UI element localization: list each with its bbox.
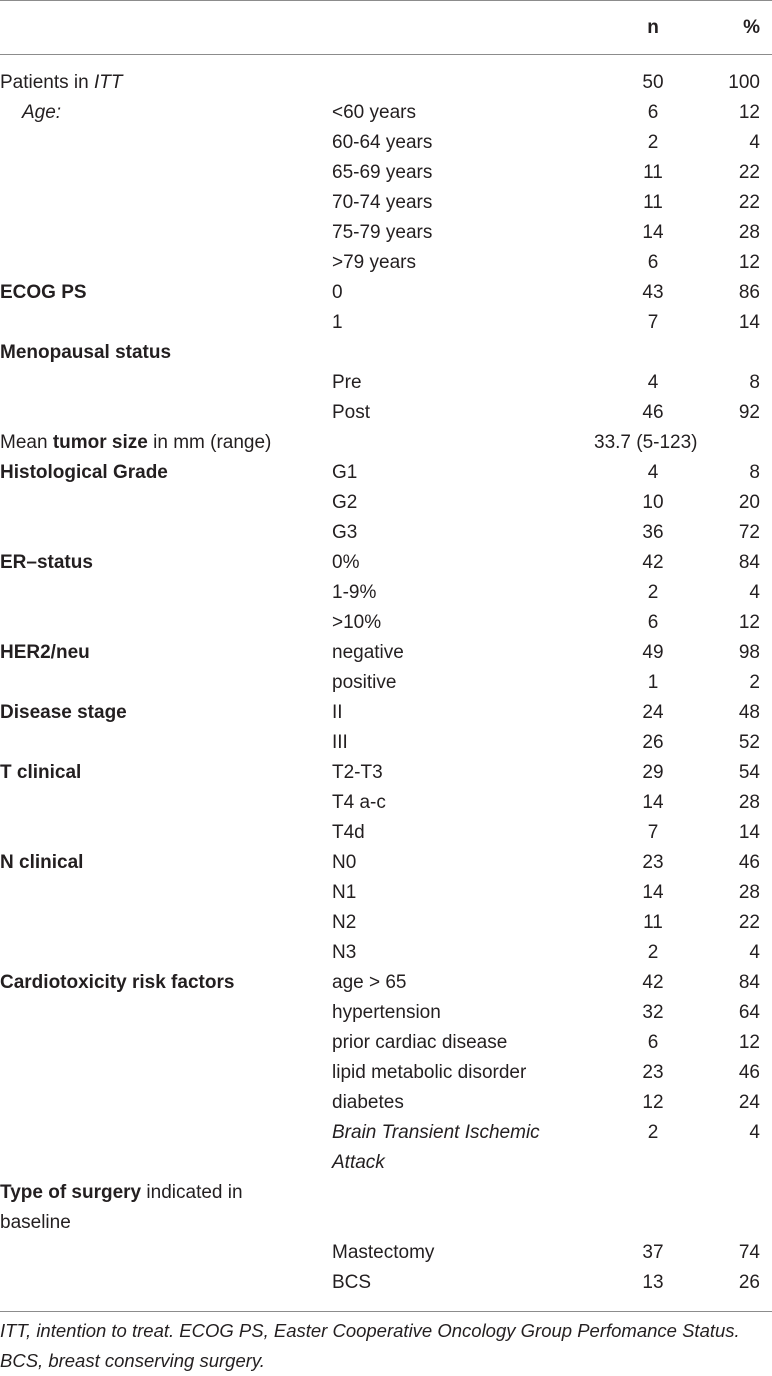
- cell-sub: >10%: [332, 612, 382, 633]
- cell-n: 7: [647, 312, 659, 333]
- cell-pct: 74: [738, 1242, 760, 1263]
- cell-n: 6: [647, 252, 659, 273]
- cell-sub-continued: Attack: [332, 1152, 385, 1173]
- cell-n: 11: [643, 192, 663, 213]
- cell-sub: 0: [332, 282, 343, 303]
- cell-pct: 98: [738, 642, 760, 663]
- cell-sub: negative: [332, 642, 404, 663]
- cell-pct: 8: [749, 372, 760, 393]
- table-footnote: [0, 1316, 772, 1376]
- cell-pct: 64: [738, 1002, 760, 1023]
- cell-sub: BCS: [332, 1272, 372, 1293]
- cell-sub: prior cardiac disease: [332, 1032, 508, 1053]
- cell-pct: 22: [738, 162, 760, 183]
- table-row: [0, 428, 772, 458]
- cell-n: 4: [647, 372, 659, 393]
- table-row: [0, 98, 772, 128]
- cell-n: 2: [647, 132, 659, 153]
- cell-n: 43: [642, 282, 664, 303]
- table-row: [0, 728, 772, 758]
- table-row: [0, 608, 772, 638]
- cell-sub: positive: [332, 672, 397, 693]
- cell-pct: 12: [738, 252, 760, 273]
- cell-pct: 2: [749, 672, 760, 693]
- table-row: [0, 1118, 772, 1148]
- table-row: [0, 668, 772, 698]
- table-row: [0, 518, 772, 548]
- table-row: [0, 128, 772, 158]
- cell-sub: T4d: [332, 822, 365, 843]
- cell-pct: 72: [738, 522, 760, 543]
- cell-pct: 4: [749, 942, 760, 963]
- cell-pct: 4: [749, 132, 760, 153]
- cell-sub: II: [332, 702, 343, 723]
- cell-n: 29: [642, 762, 664, 783]
- row-label: Cardiotoxicity risk factors: [0, 972, 235, 993]
- cell-n: 23: [642, 852, 664, 873]
- table-row: [0, 578, 772, 608]
- cell-sub: G2: [332, 492, 358, 513]
- table-row: [0, 908, 772, 938]
- cell-pct: 84: [738, 972, 760, 993]
- cell-n: 37: [642, 1242, 664, 1263]
- table-row: [0, 338, 772, 368]
- table-row: [0, 1058, 772, 1088]
- cell-n: 46: [642, 402, 664, 423]
- cell-value: 33.7 (5-123): [594, 432, 698, 453]
- cell-sub: G3: [332, 522, 358, 543]
- table-row: [0, 488, 772, 518]
- cell-pct: 54: [738, 762, 760, 783]
- table-row: [0, 308, 772, 338]
- table-row: [0, 68, 772, 98]
- cell-pct: 4: [749, 1122, 760, 1143]
- row-label: ER–status: [0, 552, 93, 573]
- table-row: [0, 878, 772, 908]
- table-row: [0, 968, 772, 998]
- table-row: [0, 698, 772, 728]
- cell-sub: III: [332, 732, 348, 753]
- table-row: [0, 788, 772, 818]
- cell-pct: 84: [738, 552, 760, 573]
- cell-n: 12: [642, 1092, 664, 1113]
- table-row: [0, 758, 772, 788]
- cell-n: 23: [642, 1062, 664, 1083]
- cell-n: 6: [647, 102, 659, 123]
- cell-sub: Brain Transient Ischemic: [332, 1122, 540, 1143]
- cell-n: 24: [642, 702, 664, 723]
- table-row: [0, 158, 772, 188]
- cell-sub: N3: [332, 942, 357, 963]
- table-header: [0, 17, 772, 43]
- cell-n: 14: [642, 792, 664, 813]
- table-row: [0, 398, 772, 428]
- table-row: [0, 1148, 772, 1178]
- cell-n: 26: [642, 732, 664, 753]
- cell-n: 42: [642, 972, 664, 993]
- cell-n: 2: [647, 942, 659, 963]
- table-row: [0, 458, 772, 488]
- row-label: Disease stage: [0, 702, 127, 723]
- row-label: Age:: [22, 102, 62, 123]
- cell-pct: 28: [738, 222, 760, 243]
- header-percent: %: [743, 17, 760, 38]
- cell-sub: 60-64 years: [332, 132, 433, 153]
- cell-sub: >79 years: [332, 252, 416, 273]
- cell-n: 14: [642, 882, 664, 903]
- cell-pct: 4: [749, 582, 760, 603]
- row-label: Histological Grade: [0, 462, 168, 483]
- cell-sub: T2-T3: [332, 762, 383, 783]
- cell-pct: 24: [738, 1092, 760, 1113]
- cell-sub: Pre: [332, 372, 362, 393]
- table-row: [0, 188, 772, 218]
- cell-n: 11: [643, 162, 663, 183]
- cell-n: 2: [647, 1122, 659, 1143]
- cell-n: 4: [647, 462, 659, 483]
- cell-pct: 28: [738, 882, 760, 903]
- cell-n: 14: [642, 222, 664, 243]
- table-row: [0, 1208, 772, 1238]
- header-n: n: [647, 17, 659, 38]
- cell-pct: 20: [738, 492, 760, 513]
- cell-sub: 0%: [332, 552, 360, 573]
- table-bottom-rule: [0, 1311, 772, 1312]
- table-row: [0, 1028, 772, 1058]
- cell-pct: 22: [738, 912, 760, 933]
- table-row: [0, 638, 772, 668]
- cell-sub: 1-9%: [332, 582, 377, 603]
- cell-pct: 52: [738, 732, 760, 753]
- cell-n: 32: [642, 1002, 664, 1023]
- cell-sub: T4 a-c: [332, 792, 386, 813]
- cell-pct: 22: [738, 192, 760, 213]
- table-row: [0, 278, 772, 308]
- cell-sub: hypertension: [332, 1002, 441, 1023]
- table-body: [0, 68, 772, 1298]
- cell-sub: age > 65: [332, 972, 407, 993]
- cell-sub: 1: [332, 312, 343, 333]
- cell-n: 50: [642, 72, 664, 93]
- cell-sub: N1: [332, 882, 357, 903]
- cell-n: 7: [647, 822, 659, 843]
- header-rule: [0, 54, 772, 55]
- table-row: [0, 1238, 772, 1268]
- cell-sub: G1: [332, 462, 358, 483]
- cell-sub: Mastectomy: [332, 1242, 435, 1263]
- cell-pct: 28: [738, 792, 760, 813]
- cell-n: 42: [642, 552, 664, 573]
- cell-pct: 86: [738, 282, 760, 303]
- row-label: HER2/neu: [0, 642, 90, 663]
- cell-pct: 46: [738, 852, 760, 873]
- cell-sub: 75-79 years: [332, 222, 433, 243]
- table-row: [0, 218, 772, 248]
- footnote-line-2: BCS, breast conserving surgery.: [0, 1350, 265, 1371]
- cell-pct: 26: [738, 1272, 760, 1293]
- cell-sub: N0: [332, 852, 357, 873]
- cell-pct: 46: [738, 1062, 760, 1083]
- table-row: [0, 368, 772, 398]
- cell-n: 49: [642, 642, 664, 663]
- cell-n: 36: [642, 522, 664, 543]
- cell-pct: 14: [738, 312, 760, 333]
- cell-sub: 70-74 years: [332, 192, 433, 213]
- row-label: N clinical: [0, 852, 84, 873]
- cell-n: 13: [642, 1272, 664, 1293]
- table-row: [0, 1268, 772, 1298]
- cell-n: 1: [647, 672, 659, 693]
- row-label: ECOG PS: [0, 282, 87, 303]
- row-label: Type of surgery indicated in: [0, 1182, 243, 1203]
- cell-pct: 14: [738, 822, 760, 843]
- cell-sub: N2: [332, 912, 357, 933]
- row-label: Menopausal status: [0, 342, 172, 363]
- cell-pct: 12: [738, 102, 760, 123]
- cell-n: 10: [642, 492, 664, 513]
- footnote-line-1: ITT, intention to treat. ECOG PS, Easter Cooperative Oncology Group Perfomance Status.: [0, 1320, 740, 1341]
- cell-n: 6: [647, 1032, 659, 1053]
- cell-pct: 48: [738, 702, 760, 723]
- cell-sub: Post: [332, 402, 371, 423]
- table-row: [0, 938, 772, 968]
- cell-sub: 65-69 years: [332, 162, 433, 183]
- table-row: [0, 848, 772, 878]
- row-label-continued: baseline: [0, 1212, 71, 1233]
- cell-sub: diabetes: [332, 1092, 404, 1113]
- row-label: T clinical: [0, 762, 82, 783]
- table-row: [0, 818, 772, 848]
- row-label: Patients in ITT: [0, 72, 123, 93]
- cell-pct: 8: [749, 462, 760, 483]
- table-top-rule: [0, 0, 772, 1]
- table-row: [0, 248, 772, 278]
- cell-pct: 12: [738, 1032, 760, 1053]
- table-row: [0, 1178, 772, 1208]
- cell-n: 11: [643, 912, 663, 933]
- table-row: [0, 998, 772, 1028]
- table-row: [0, 1088, 772, 1118]
- row-label: Mean tumor size in mm (range): [0, 432, 272, 453]
- table-row: [0, 548, 772, 578]
- cell-pct: 92: [738, 402, 760, 423]
- cell-sub: lipid metabolic disorder: [332, 1062, 527, 1083]
- cell-pct: 12: [738, 612, 760, 633]
- cell-sub: <60 years: [332, 102, 416, 123]
- cell-n: 2: [647, 582, 659, 603]
- cell-pct: 100: [728, 72, 760, 93]
- cell-n: 6: [647, 612, 659, 633]
